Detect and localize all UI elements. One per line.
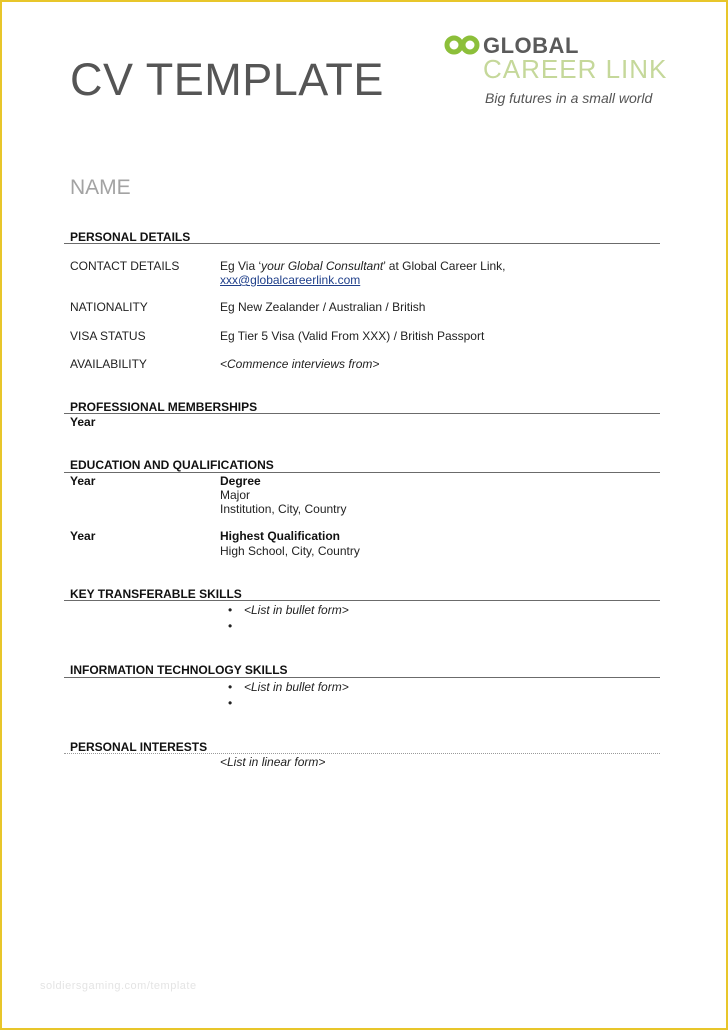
watermark: soldiersgaming.com/template: [40, 980, 197, 992]
contact-email-link[interactable]: xxx@globalcareerlink.com: [220, 273, 361, 287]
section-heading-it-skills: INFORMATION TECHNOLOGY SKILLS: [70, 663, 288, 677]
section-heading-education: EDUCATION AND QUALIFICATIONS: [70, 458, 274, 472]
section-heading-memberships: PROFESSIONAL MEMBERSHIPS: [70, 400, 258, 414]
contact-consultant: your Global Consultant: [261, 259, 384, 273]
section-rule: [64, 413, 660, 414]
education-degree-title: Degree: [220, 474, 261, 488]
company-logo: [444, 32, 684, 112]
section-rule: [64, 677, 660, 678]
education-highest-qualification: Highest Qualification: [220, 529, 341, 543]
section-rule: [64, 472, 660, 473]
bullet-icon: •: [228, 619, 233, 633]
nationality-label: NATIONALITY: [70, 300, 148, 314]
interests-value: <List in linear form>: [220, 755, 326, 769]
visa-status-label: VISA STATUS: [70, 329, 146, 343]
contact-prefix: Eg Via ‘: [220, 259, 262, 273]
education-year-label: Year: [70, 529, 96, 543]
bullet-icon: •: [228, 603, 233, 617]
section-rule: [64, 600, 660, 601]
logo-brand-top: GLOBAL: [483, 33, 579, 58]
education-major: Major: [220, 488, 251, 502]
section-heading-personal-details: PERSONAL DETAILS: [70, 230, 191, 244]
section-rule: [64, 753, 660, 754]
membership-year-label: Year: [70, 415, 96, 429]
availability-value: <Commence interviews from>: [220, 357, 380, 371]
logo-tagline: Big futures in a small world: [485, 90, 653, 106]
logo-brand-bottom: CAREER LINK: [483, 54, 668, 84]
contact-suffix: ’ at Global Career Link,: [383, 259, 506, 273]
key-skills-item: <List in bullet form>: [244, 603, 349, 617]
nationality-value: Eg New Zealander / Australian / British: [220, 300, 426, 314]
name-placeholder: NAME: [70, 176, 131, 199]
section-heading-key-skills: KEY TRANSFERABLE SKILLS: [70, 587, 242, 601]
contact-details-label: CONTACT DETAILS: [70, 259, 180, 273]
section-heading-interests: PERSONAL INTERESTS: [70, 740, 208, 754]
education-year-label: Year: [70, 474, 96, 488]
page-title: CV TEMPLATE: [70, 54, 384, 105]
bullet-icon: •: [228, 680, 233, 694]
availability-label: AVAILABILITY: [70, 357, 147, 371]
education-high-school: High School, City, Country: [220, 544, 360, 558]
it-skills-item: <List in bullet form>: [244, 680, 349, 694]
infinity-logo-icon: [444, 34, 482, 56]
section-rule: [64, 243, 660, 244]
contact-details-value: [220, 259, 506, 273]
education-institution: Institution, City, Country: [220, 502, 347, 516]
bullet-icon: •: [228, 696, 233, 710]
visa-status-value: Eg Tier 5 Visa (Valid From XXX) / British Passport: [220, 329, 485, 343]
